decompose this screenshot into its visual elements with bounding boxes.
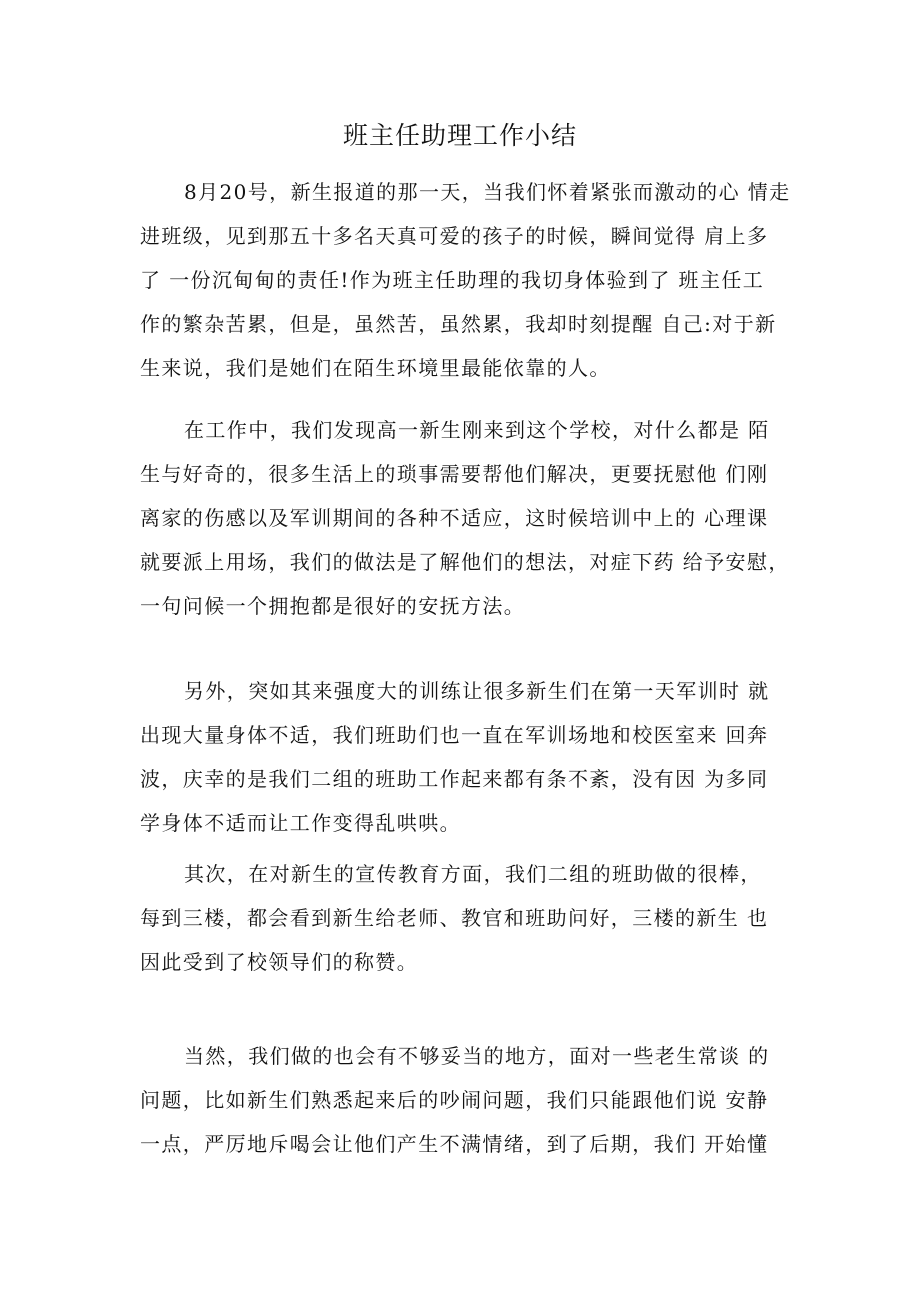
paragraph-4 <box>140 852 800 984</box>
paragraph-line: 另外，突如其来强度大的训练让很多新生们在第一天军训时 就 <box>184 679 770 703</box>
paragraph-5 <box>140 1034 800 1166</box>
paragraph-line: 学身体不适而让工作变得乱哄哄。 <box>140 811 461 835</box>
paragraph-line: 出现大量身体不适，我们班助们也一直在军训场地和校医室来 回奔 <box>140 723 769 747</box>
paragraph-line: 其次，在对新生的宣传教育方面，我们二组的班助做的很棒， <box>184 862 762 886</box>
paragraph-line: 当然，我们做的也会有不够妥当的地方，面对一些老生常谈 的 <box>184 1044 770 1068</box>
paragraph-line: 作的繁杂苦累，但是，虽然苦，虽然累，我却时刻提醒 自己:对于新 <box>140 312 777 336</box>
paragraph-line: 生来说，我们是她们在陌生环境里最能依靠的人。 <box>140 356 611 380</box>
paragraph-1 <box>140 170 800 390</box>
paragraph-line: 波，庆幸的是我们二组的班助工作起来都有条不紊，没有因 为多同 <box>140 767 769 791</box>
paragraph-line: 问题，比如新生们熟悉起来后的吵闹问题，我们只能跟他们说 安静 <box>140 1088 769 1112</box>
paragraph-line: 了 一份沉甸甸的责任!作为班主任助理的我切身体验到了 班主任工 <box>140 268 765 292</box>
paragraph-line: 每到三楼，都会看到新生给老师、教官和班助问好，三楼的新生 也 <box>140 906 769 930</box>
paragraph-line: 进班级，见到那五十多名天真可爱的孩子的时候，瞬间觉得 肩上多 <box>140 224 769 248</box>
paragraph-line: 一句问候一个拥抱都是很好的安抚方法。 <box>140 594 526 618</box>
paragraph-3 <box>140 669 800 845</box>
paragraph-line: 8月20号，新生报道的那一天，当我们怀着紧张而激动的心 情走 <box>184 180 791 204</box>
paragraph-line: 离家的伤感以及军训期间的各种不适应，这时候培训中上的 心理课 <box>140 506 769 530</box>
paragraph-line: 因此受到了校领导们的称赞。 <box>140 950 419 974</box>
paragraph-line: 就要派上用场，我们的做法是了解他们的想法，对症下药 给予安慰， <box>140 550 790 574</box>
document-title: 班主任助理工作小结 <box>342 121 577 150</box>
paragraph-line: 一点，严厉地斥喝会让他们产生不满情绪，到了后期，我们 开始懂 <box>140 1132 769 1156</box>
paragraph-line: 生与好奇的，很多生活上的琐事需要帮他们解决，更要抚慰他 们刚 <box>140 462 769 486</box>
paragraph-line: 在工作中，我们发现高一新生刚来到这个学校，对什么都是 陌 <box>184 418 770 442</box>
paragraph-2 <box>140 408 800 628</box>
